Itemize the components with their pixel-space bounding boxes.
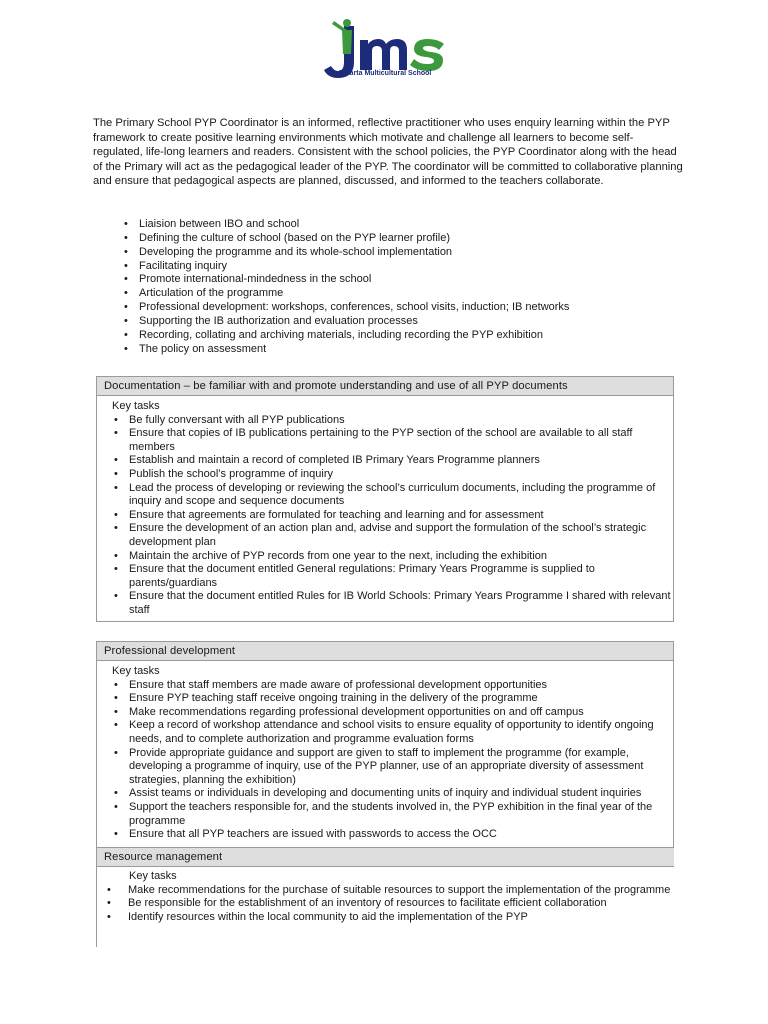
list-item: • Defining the culture of school (based on the PYP learner profile) — [139, 232, 699, 246]
list-item: • Identify resources within the local community to aid the implementation of the PYP — [128, 911, 674, 925]
list-item: • Lead the process of developing or reviewing the school’s curriculum documents, including the programme of inquiry and scope and sequence documents — [129, 482, 673, 509]
list-item: • The policy on assessment — [139, 343, 699, 357]
list-item: • Recording, collating and archiving materials, including recording the PYP exhibition — [139, 329, 699, 343]
list-item: • Be responsible for the establishment of an inventory of resources to facilitate efficient collaboration — [128, 897, 674, 911]
list-item: • Make recommendations for the purchase of suitable resources to support the implementation of the programme — [128, 884, 674, 898]
section-heading: Resource management — [97, 848, 674, 867]
list-item: • Support the teachers responsible for, and the students involved in, the PYP exhibition in the final year of the programme — [129, 801, 673, 828]
intro-paragraph: The Primary School PYP Coordinator is an informed, reflective practitioner who uses enquiry learning within the PYP framework to create positive learning environments which motivate and challenge all learners to become self-regulated, life-long learners and readers. Consistent with the school policies, the PYP Coordinator along with the head of the Primary will act as the pedagogical leader of the PYP. The coordinator will be committed to collaborative planning and ensure that pedagogical aspects are planned, discussed, and informed to the teachers collaborate. — [93, 117, 683, 188]
logo-subtitle: Jakarta Multicultural School — [338, 70, 432, 77]
professional-development-section — [96, 641, 674, 847]
list-item: • Be fully conversant with all PYP publications — [129, 414, 673, 428]
school-logo — [320, 18, 460, 90]
list-item: • Ensure that the document entitled General regulations: Primary Years Programme is supplied to parents/guardians — [129, 563, 673, 590]
logo-graphic — [320, 18, 460, 90]
list-item: • Publish the school’s programme of inquiry — [129, 468, 673, 482]
list-item: • Developing the programme and its whole-school implementation — [139, 246, 699, 260]
resource-management-section — [96, 847, 674, 947]
list-item: • Professional development: workshops, conferences, school visits, induction; IB networks — [139, 301, 699, 315]
task-list — [129, 414, 673, 618]
list-item: • Ensure that staff members are made aware of professional development opportunities — [129, 679, 673, 693]
key-tasks-label: Key tasks — [112, 400, 160, 412]
list-item: • Ensure the development of an action plan and, advise and support the formulation of the school’s strategic development plan — [129, 522, 673, 549]
list-item: • Ensure PYP teaching staff receive ongoing training in the delivery of the programme — [129, 692, 673, 706]
task-list — [129, 679, 673, 842]
list-item: • Assist teams or individuals in developing and documenting units of inquiry and individual student inquiries — [129, 787, 673, 801]
task-list — [128, 884, 674, 925]
list-item: • Facilitating inquiry — [139, 260, 699, 274]
responsibilities-list — [139, 218, 699, 356]
key-tasks-label: Key tasks — [129, 870, 177, 882]
documentation-section — [96, 376, 674, 622]
list-item: • Establish and maintain a record of completed IB Primary Years Programme planners — [129, 454, 673, 468]
list-item: • Keep a record of workshop attendance and school visits to ensure equality of opportunity to identify ongoing needs, and to complete authorization and programme evaluation forms — [129, 719, 673, 746]
list-item: • Supporting the IB authorization and evaluation processes — [139, 315, 699, 329]
key-tasks-label: Key tasks — [112, 665, 160, 677]
list-item: • Ensure that the document entitled Rules for IB World Schools: Primary Years Programme I shared with relevant staff — [129, 590, 673, 617]
list-item: • Articulation of the programme — [139, 287, 699, 301]
list-item: • Provide appropriate guidance and support are given to staff to implement the programme (for example, developing a programme of inquiry, use of the PYP planner, use of an appropriate diversity of assessment strategies, planning the exhibition) — [129, 747, 673, 788]
list-item: • Make recommendations regarding professional development opportunities on and off campus — [129, 706, 673, 720]
list-item: • Promote international-mindedness in the school — [139, 273, 699, 287]
list-item: • Liaision between IBO and school — [139, 218, 699, 232]
list-item: • Ensure that agreements are formulated for teaching and learning and for assessment — [129, 509, 673, 523]
list-item: • Maintain the archive of PYP records from one year to the next, including the exhibition — [129, 550, 673, 564]
list-item: • Ensure that copies of IB publications pertaining to the PYP section of the school are available to all staff members — [129, 427, 673, 454]
list-item: • Ensure that all PYP teachers are issued with passwords to access the OCC — [129, 828, 673, 842]
section-heading: Professional development — [97, 642, 673, 661]
section-heading: Documentation – be familiar with and promote understanding and use of all PYP documents — [97, 377, 673, 396]
